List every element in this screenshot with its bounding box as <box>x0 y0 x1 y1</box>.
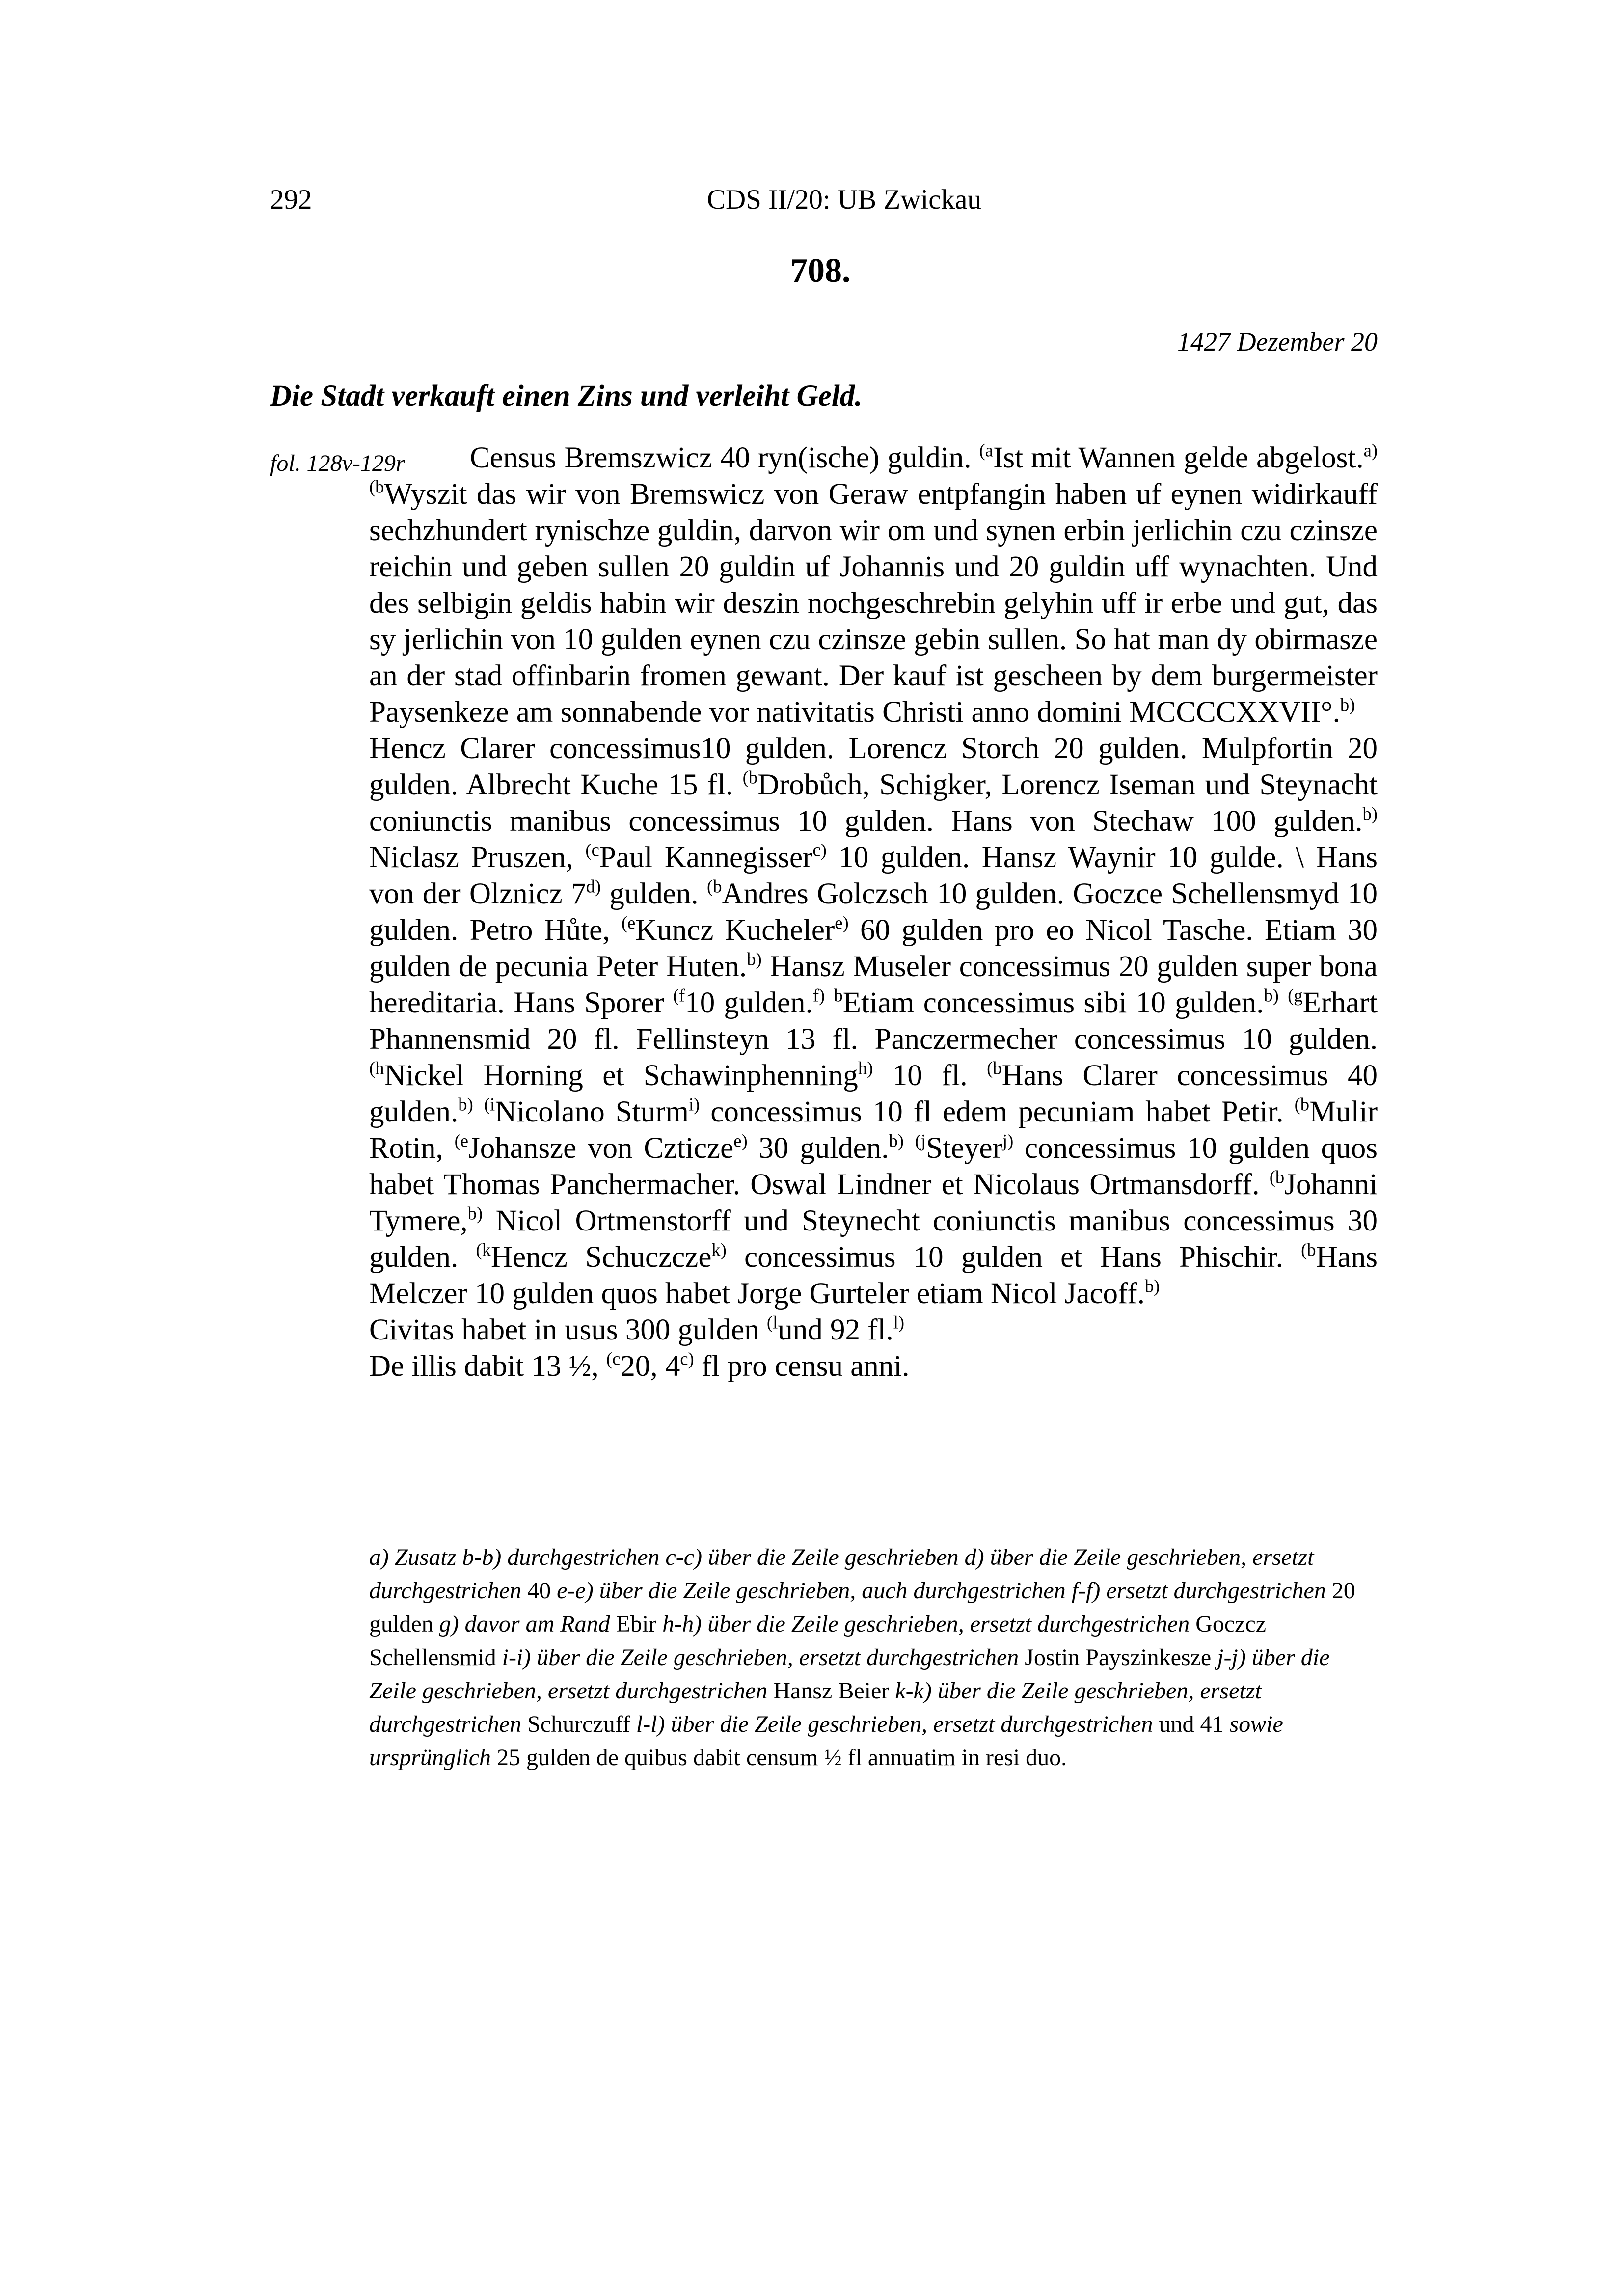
footnote-quote: Goczcz Schellensmid <box>369 1611 1267 1670</box>
footnote-quote: Jostin Payszinkesze <box>1025 1644 1212 1670</box>
text-run: Nicolano Sturm <box>495 1095 689 1128</box>
footnote-quote: 40 <box>527 1578 551 1604</box>
footnote-quote: Hansz Beier <box>773 1678 890 1704</box>
footnote-marker: b) <box>1144 1276 1160 1296</box>
footnote-marker: b <box>834 985 843 1006</box>
footnote-marker: d) <box>586 876 601 897</box>
footnote-marker: b) <box>889 1130 904 1151</box>
footnote-text: k-k) über die Zeile geschrieben, ersetzt durchgestrichen <box>369 1678 1262 1737</box>
text-run: Hans Melczer 10 gulden quos habet Jorge Gurteler etiam Nicol Jacoff. <box>369 1241 1378 1310</box>
text-run: concessimus 10 fl edem pecuniam habet Petir. <box>700 1095 1295 1128</box>
document-number: 708. <box>790 252 851 290</box>
footnote-marker: (h <box>369 1058 384 1078</box>
text-run: 60 gulden pro eo Nicol Tasche. Etiam 30 gulden de pecunia Peter Huten. <box>369 914 1378 983</box>
text-run: Kuncz Kucheler <box>635 914 835 947</box>
text-run <box>473 1095 484 1128</box>
text-run: Nicol Ortmenstorff und Steynecht coniunctis manibus concessimus 30 gulden. <box>369 1204 1378 1274</box>
footnote-marker: b) <box>467 1203 483 1224</box>
text-run: Hencz Schuczcze <box>491 1241 712 1274</box>
text-run <box>904 1132 915 1165</box>
text-run: Niclasz Pruszen, <box>369 841 586 874</box>
footnote-text: sowie ursprünglich <box>369 1711 1283 1771</box>
footnote-quote: Schurczuff <box>527 1711 630 1737</box>
footnote-quote: und 41 <box>1159 1711 1224 1737</box>
footnote-marker: h) <box>858 1058 873 1078</box>
footnote-text: j-j) über die Zeile geschrieben, ersetzt durchgestrichen <box>369 1644 1330 1704</box>
footnote-marker: c) <box>680 1348 694 1369</box>
text-run: Wyszit das wir von Bremswicz von Geraw entpfangin haben uf eynen widirkauff sechzhundert rynischze guldin, darvon wir om und synen erbin jerlichin czu czinsze reichin und geben sullen 20 guldin uf Johannis und 20 guldin uff wynachten. Und des selbigin geldis habin wir deszin nochgeschrebin gelyhin uff ir erbe und gut, das sy jerlichin von 10 gulden eynen czu czinsze gebin sullen. So hat man dy obirmasze an der stad offinbarin fromen gewant. Der kauf ist gescheen by dem burgermeister Paysenkeze am sonnabende vor nativitatis Christi anno domini MCCCCXXVII°. <box>369 478 1378 729</box>
footnote-text: e-e) über die Zeile geschrieben, auch durchgestrichen f-f) ersetzt durchgestrichen <box>551 1578 1332 1604</box>
text-run: Johanni Tymere, <box>369 1168 1378 1237</box>
text-run: gulden. <box>601 877 707 910</box>
footnote-marker: (g <box>1288 985 1303 1006</box>
text-run: Steyer <box>926 1132 1002 1165</box>
text-run: 20, 4 <box>620 1350 680 1383</box>
footnote-marker: b) <box>1340 694 1355 715</box>
text-run: Drobůch, Schigker, Lorencz Iseman und Steynacht coniunctis manibus concessimus 10 gulden. Hans von Stechaw 100 gulden. <box>369 768 1378 838</box>
text-run: concessimus 10 gulden quos habet Thomas Panchermacher. Oswal Lindner et Nicolaus Ortmansdorff. <box>369 1132 1378 1201</box>
page-number: 292 <box>270 184 312 215</box>
footnote-marker: (b <box>1269 1167 1285 1187</box>
text-run: Census Bremszwicz 40 ryn(ische) guldin. <box>470 441 979 474</box>
footnote-marker: (b <box>1301 1239 1316 1260</box>
text-run <box>825 986 834 1019</box>
footnote-marker: b) <box>1362 803 1378 824</box>
footnote-marker: b) <box>458 1094 473 1115</box>
footnote-marker: (c <box>606 1348 621 1369</box>
footnote-marker: f) <box>812 985 825 1006</box>
footnote-marker: i) <box>688 1094 700 1115</box>
text-run: Ist mit Wannen gelde abgelost. <box>993 441 1364 474</box>
footnote-marker: e) <box>733 1130 748 1151</box>
footnote-text: h-h) über die Zeile geschrieben, ersetzt durchgestrichen <box>656 1611 1196 1637</box>
document-body <box>369 440 1378 1385</box>
footnote-text: g) davor am Rand <box>433 1611 616 1637</box>
body-paragraph-2 <box>369 731 1378 1312</box>
footnote-marker: (e <box>454 1130 469 1151</box>
footnote-text: l-l) über die Zeile geschrieben, ersetzt durchgestrichen <box>630 1711 1159 1737</box>
text-run: Erhart Phannensmid 20 fl. Fellinsteyn 13 fl. Panczermecher concessimus 10 gulden. <box>369 986 1378 1056</box>
text-run: Mulir Rotin, <box>369 1095 1378 1165</box>
text-run: Andres Golczsch 10 gulden. Goczce Schellensmyd 10 gulden. Petro Hůte, <box>369 877 1378 947</box>
footnote-text: a) Zusatz b-b) durchgestrichen c-c) über die Zeile geschrieben d) über die Zeile geschrieben, ersetzt durchgestrichen <box>369 1544 1314 1604</box>
text-run: 10 fl. <box>873 1059 987 1092</box>
footnote-marker: j) <box>1002 1130 1014 1151</box>
text-run: Etiam concessimus sibi 10 gulden. <box>842 986 1264 1019</box>
footnote-marker: (e <box>621 912 636 933</box>
text-run: Nickel Horning et Schawinphenning <box>384 1059 858 1092</box>
text-run: fl pro censu anni. <box>694 1350 910 1383</box>
footnote-marker: (b <box>369 476 384 497</box>
footnote-marker: (i <box>484 1094 495 1115</box>
folio-reference: fol. 128v-129r <box>270 450 405 476</box>
text-run: concessimus 10 gulden et Hans Phischir. <box>726 1241 1301 1274</box>
text-run: Hans Clarer concessimus 40 gulden. <box>369 1059 1378 1128</box>
footnote-marker: (f <box>673 985 685 1006</box>
footnote-quote: Ebir <box>616 1611 657 1637</box>
footnote-marker: c) <box>812 840 827 860</box>
footnote-marker: (j <box>915 1130 926 1151</box>
text-run: Hencz Clarer concessimus10 gulden. Lorencz Storch 20 gulden. Mulpfortin 20 gulden. Albrecht Kuche 15 fl. <box>369 732 1378 801</box>
text-run: 10 gulden. Hansz Waynir 10 gulde. \ Hans von der Olznicz 7 <box>369 841 1378 910</box>
footnote-marker: (b <box>707 876 722 897</box>
footnote-marker: e) <box>835 912 849 933</box>
body-paragraph-3 <box>369 1312 1378 1348</box>
text-run: Hansz Museler concessimus 20 gulden super bona hereditaria. Hans Sporer <box>369 950 1378 1019</box>
footnote-marker: (k <box>476 1239 491 1260</box>
footnote-marker: b) <box>747 949 762 969</box>
footnote-marker: k) <box>711 1239 727 1260</box>
footnote-marker: l) <box>893 1312 905 1333</box>
footnote-text: i-i) über die Zeile geschrieben, ersetzt durchgestrichen <box>496 1644 1025 1670</box>
footnote-quote: 20 gulden <box>369 1578 1355 1637</box>
footnote-marker: (a <box>979 440 994 461</box>
text-run: Civitas habet in usus 300 gulden <box>369 1313 767 1346</box>
text-run: De illis dabit 13 ½, <box>369 1350 606 1383</box>
body-paragraph-1 <box>369 440 1378 731</box>
text-run: Paul Kannegisser <box>599 841 813 874</box>
footnote-marker: (b <box>742 767 758 788</box>
text-run <box>1279 986 1288 1019</box>
footnote-marker: a) <box>1363 440 1378 461</box>
footnote-marker: (l <box>766 1312 778 1333</box>
footnotes <box>369 1541 1378 1775</box>
footnote-quote: 25 gulden de quibus dabit censum ½ fl annuatim in resi duo. <box>497 1745 1067 1771</box>
body-paragraph-4 <box>369 1348 1378 1385</box>
text-run: und 92 fl. <box>778 1313 893 1346</box>
footnote-marker: (b <box>987 1058 1002 1078</box>
document-title: Die Stadt verkauft einen Zins und verleiht Geld. <box>270 380 863 412</box>
footnote-marker: b) <box>1264 985 1279 1006</box>
text-run: 30 gulden. <box>747 1132 889 1165</box>
running-title: CDS II/20: UB Zwickau <box>707 184 981 215</box>
text-run: Johansze von Czticze <box>468 1132 734 1165</box>
text-run: 10 gulden. <box>685 986 813 1019</box>
footnote-marker: (c <box>585 840 599 860</box>
document-date: 1427 Dezember 20 <box>1177 327 1378 356</box>
footnote-marker: (b <box>1294 1094 1310 1115</box>
